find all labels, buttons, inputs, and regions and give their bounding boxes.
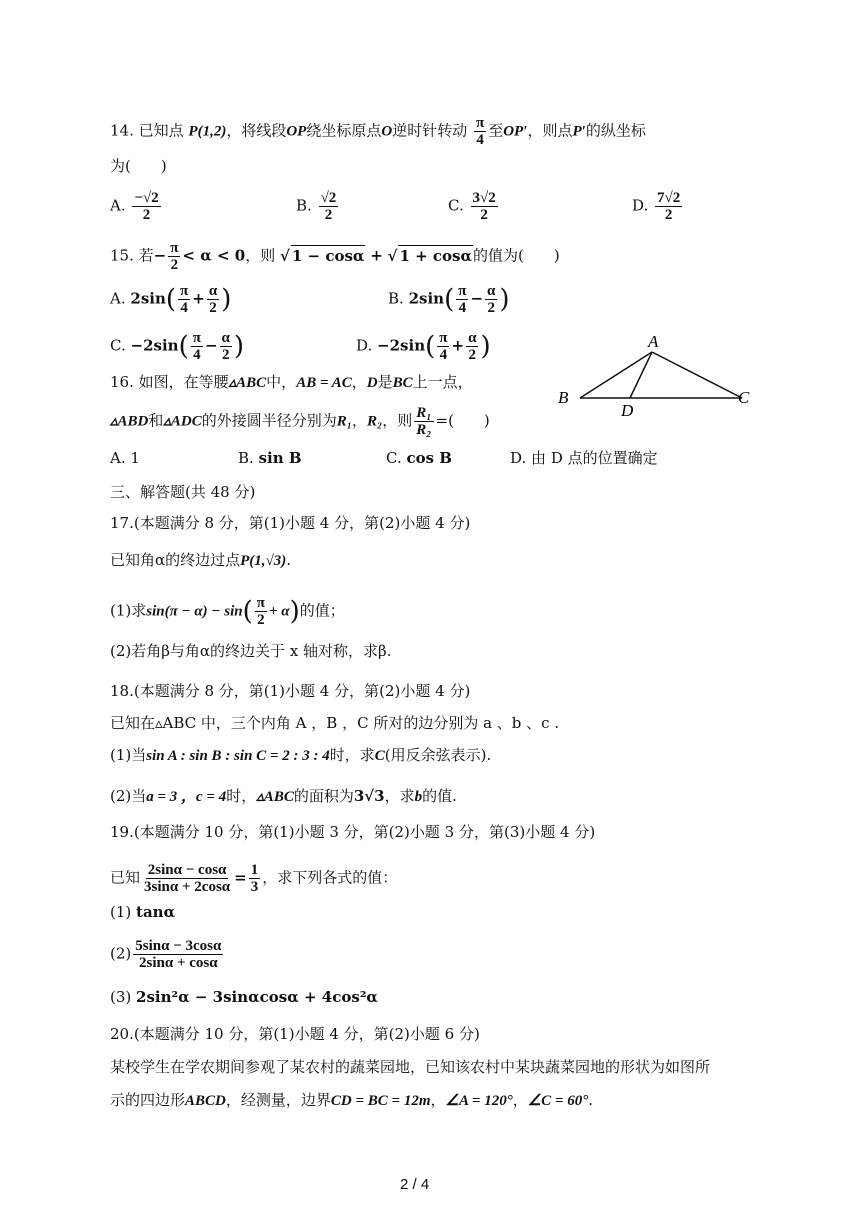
option-fraction — [655, 190, 682, 223]
option-label: C. — [110, 336, 126, 355]
q15-cond-rest: < α < 0 — [182, 246, 246, 265]
q19-part2-fraction — [133, 938, 223, 971]
q14-text: ，则点 — [527, 121, 573, 140]
frac-num: α — [208, 283, 218, 299]
option-coef: 2sin — [130, 289, 166, 308]
q16-d: D — [366, 375, 378, 391]
frac-num: R₁ — [416, 405, 432, 421]
option-label: C. — [448, 196, 464, 215]
option-label: A. — [110, 289, 126, 308]
q14-option-a — [110, 190, 163, 223]
frac-den: 4 — [193, 347, 201, 363]
q18-text: 时，求 — [329, 746, 375, 764]
option-frac-a — [178, 283, 190, 316]
q17-given — [110, 550, 291, 571]
q15-sqrt2: 1 + cosα — [399, 246, 473, 265]
q19-expr: tanα — [136, 903, 176, 921]
figure-side-ac — [652, 352, 742, 398]
option-frac-a — [456, 283, 468, 316]
q17-point: P(1,√3) — [240, 553, 287, 569]
q17-part1: (1)求sin(π − α) − sin( $\frac{\pi}{2}$ + α)的值； — [110, 595, 345, 628]
q14-option-c — [448, 190, 500, 223]
q17-text: 已知角α的终边过点 — [110, 551, 241, 569]
q16-triangle: ▵ABC — [228, 375, 267, 391]
q20-angle-c: ∠C = 60° — [527, 1093, 589, 1109]
q18-text: ，求 — [384, 787, 415, 805]
q14-text: 逆时针转动 — [392, 121, 468, 140]
q14-seg2: OP′ — [503, 123, 528, 140]
q18-text: 的面积为 — [293, 787, 354, 805]
option-text: cos B — [406, 449, 452, 467]
q17-text: (1)求 — [110, 601, 147, 620]
frac-num: 5sinα − 3cosα — [135, 938, 222, 954]
q16-text: ， — [351, 373, 367, 391]
q20-quad: ABCD — [185, 1093, 226, 1109]
option-label: B. — [238, 449, 254, 467]
q14-text: 至 — [488, 121, 504, 140]
q17-part2: (2)若角β与角α的终边关于 x 轴对称，求β. — [110, 642, 392, 660]
q14-p2: P′ — [572, 123, 586, 140]
frac-den: 2 — [664, 207, 673, 223]
frac-den: 4 — [458, 300, 467, 316]
q14-text: ，将线段 — [226, 121, 287, 140]
page-number: 2 / 4 — [400, 1176, 430, 1193]
option-coef: 2sin — [408, 289, 445, 308]
q15-text: ，则 — [245, 246, 276, 265]
option-coef: −2sin — [130, 336, 179, 355]
frac-den: 4 — [476, 132, 484, 148]
q17-text: . — [286, 551, 292, 569]
q18-part2 — [110, 786, 457, 807]
q19-eq: = — [234, 868, 247, 887]
q20-text: ，经测量，边界 — [225, 1091, 331, 1109]
q20-line1: 某校学生在学农期间参观了某农村的蔬菜园地，已知该农村中某块蔬菜园地的形状为如图所 — [110, 1058, 711, 1076]
q19-given — [110, 862, 397, 895]
frac-num: 7√2 — [657, 190, 681, 206]
frac-den: 2 — [468, 347, 476, 363]
option-frac-a — [437, 330, 449, 363]
q14-option-b — [296, 190, 340, 223]
frac-num: π — [192, 330, 201, 346]
q14-seg: OP — [286, 123, 307, 140]
frac-den: 3sinα + 2cosα — [144, 879, 231, 895]
q18-given: 已知在▵ABC 中，三个内角 A ，B ，C 所对的边分别为 a 、b 、c . — [110, 714, 560, 732]
q20-expr: CD = BC = 12m — [330, 1093, 431, 1109]
q18-var: C — [374, 748, 385, 764]
frac-den: 2 — [487, 300, 495, 316]
option-op: + — [192, 289, 205, 308]
q16-r2: R₂ — [367, 413, 383, 430]
q16-r1: R₁ — [336, 413, 353, 430]
option-frac-a — [191, 330, 203, 363]
q20-text: ， — [512, 1091, 528, 1109]
q18-text: 时， — [226, 787, 257, 805]
q14-text: 绕坐标原点 — [306, 121, 382, 140]
q17-text: 的值； — [299, 601, 345, 620]
figure-label-c: C — [738, 388, 750, 407]
option-label: D. — [632, 196, 649, 215]
q18-part1 — [110, 745, 491, 766]
option-text: 1 — [130, 449, 140, 467]
q16-eq: AB = AC — [296, 375, 352, 391]
frac-den: 3 — [250, 879, 259, 895]
frac-num: −√2 — [134, 190, 159, 206]
option-text: sin B — [258, 449, 302, 467]
q17-expr: + α — [268, 603, 290, 620]
frac-num: π — [475, 115, 485, 131]
q15-option-a: A. 2sin( $\frac{\pi}{4}$ + $\frac{\alpha}{2}$ ) — [110, 283, 232, 316]
q16-stem-line2 — [110, 405, 490, 438]
q17-expr: sin(π − α) − sin — [146, 603, 243, 620]
q14-text: 的纵坐标 — [585, 121, 646, 140]
q20-text: 示的四边形 — [110, 1091, 186, 1109]
q16-text: ，则 — [382, 411, 413, 430]
option-frac-b — [485, 283, 497, 316]
frac-den: 4 — [180, 300, 188, 316]
q20-line2 — [110, 1090, 593, 1111]
q18-var: b — [414, 789, 423, 805]
q15-cond-fraction — [168, 240, 180, 273]
q14-stem-line1 — [110, 115, 646, 148]
q18-expr: a = 3 ，c = 4 — [146, 789, 227, 805]
q16-text: 中， — [266, 373, 297, 391]
q16-text: 的外接圆半径分别为 — [201, 411, 337, 430]
q16-option-b — [238, 448, 302, 468]
q14-origin: O — [381, 123, 393, 140]
q19-rhs-fraction — [249, 862, 261, 895]
q16-bc: BC — [392, 375, 413, 391]
frac-den: 4 — [439, 347, 448, 363]
q16-text: 16. 如图，在等腰 — [110, 373, 229, 391]
frac-num: 1 — [250, 862, 259, 878]
q16-stem-line1 — [110, 372, 473, 393]
frac-den: 2 — [324, 207, 333, 223]
option-op: − — [204, 336, 218, 355]
option-text: 由 D 点的位置确定 — [531, 449, 658, 467]
q20-angle-a: ∠A = 120° — [445, 1093, 513, 1109]
q19-given-fraction — [142, 862, 232, 895]
figure-label-b: B — [558, 388, 569, 407]
section-heading: 三、解答题(共 48 分) — [110, 483, 256, 501]
option-frac-b — [207, 283, 219, 316]
q19-text: ，求下列各式的值： — [262, 868, 398, 887]
frac-num: π — [180, 283, 189, 299]
frac-den: R₂ — [416, 422, 432, 438]
option-label: C. — [386, 449, 402, 467]
frac-den: 2 — [257, 612, 265, 628]
q18-text: (用反余弦表示). — [384, 746, 492, 764]
option-fraction — [471, 190, 498, 223]
q16-text: 是 — [377, 373, 393, 391]
frac-num: π — [170, 240, 179, 256]
frac-num: α — [468, 330, 477, 346]
q16-option-d — [510, 448, 658, 468]
q16-text: 上一点， — [412, 373, 473, 391]
q19-part1 — [110, 902, 175, 922]
q15-option-c: C. −2sin( $\frac{\pi}{4}$ − $\frac{\alpha}{2}$ ) — [110, 330, 245, 363]
option-label: D. — [510, 449, 527, 467]
q19-label: (3) — [110, 988, 132, 1006]
q15-stem: 15. 若− $\frac{\pi}{2}$ < α < 0，则 √ 1 − cosα + √ 1 + cosα的值为( ) — [110, 240, 560, 273]
q15-cond-sign: − — [153, 246, 167, 265]
q14-stem-line2: 为( ) — [110, 157, 167, 175]
frac-num: 2sinα − cosα — [147, 862, 227, 878]
q16-ratio — [414, 405, 433, 438]
q19-label: (1) — [110, 903, 132, 921]
q17-fraction — [255, 595, 267, 628]
q19-text: 已知 — [110, 868, 141, 887]
q14-text: 14. 已知点 — [110, 121, 184, 140]
frac-num: α — [487, 283, 496, 299]
q20-text: . — [588, 1091, 593, 1109]
option-fraction — [319, 190, 339, 223]
option-label: A. — [110, 449, 126, 467]
q18-area: 3√3 — [353, 787, 385, 805]
q16-text: ， — [352, 411, 368, 430]
q15-text: 的值为( ) — [473, 246, 560, 265]
q18-triangle: ▵ABC — [256, 789, 294, 805]
figure-label-d: D — [621, 401, 634, 420]
q19-part2 — [110, 938, 225, 971]
q16-option-a — [110, 448, 140, 468]
option-op: − — [470, 289, 484, 308]
q16-tri-abd: ▵ABD — [110, 413, 149, 430]
frac-num: √2 — [320, 190, 337, 206]
q16-tri-adc: ▵ADC — [163, 413, 202, 430]
frac-num: π — [439, 330, 448, 346]
option-label: A. — [110, 196, 126, 215]
q16-text: 和 — [148, 411, 164, 430]
q16-text: =( ) — [435, 411, 490, 430]
frac-den: 2 — [170, 257, 179, 273]
q18-text: 的值. — [422, 787, 457, 805]
frac-num: π — [458, 283, 467, 299]
q14-option-d — [632, 190, 684, 223]
q20-text: ， — [430, 1091, 446, 1109]
q18-header: 18.(本题满分 8 分，第(1)小题 4 分，第(2)小题 4 分) — [110, 682, 471, 700]
option-fraction — [132, 190, 160, 223]
q16-option-c — [386, 448, 452, 468]
q19-expr: 2sin²α − 3sinαcosα + 4cos²α — [136, 988, 378, 1006]
q15-option-b: B. 2sin( $\frac{\pi}{4}$ − $\frac{\alpha}{2}$ ) — [388, 283, 510, 316]
q17-header: 17.(本题满分 8 分，第(1)小题 4 分，第(2)小题 4 分) — [110, 514, 471, 532]
q16-triangle-figure — [550, 330, 760, 422]
q15-text: 15. 若 — [110, 246, 154, 265]
option-label: D. — [356, 336, 373, 355]
q18-expr: sin A : sin B : sin C = 2 : 3 : 4 — [146, 748, 330, 764]
frac-num: 3√2 — [472, 190, 496, 206]
frac-den: 2sinα + cosα — [139, 955, 218, 971]
option-frac-b — [466, 330, 478, 363]
frac-den: 2 — [221, 347, 230, 363]
figure-label-a: A — [648, 332, 659, 351]
q19-header: 19.(本题满分 10 分，第(1)小题 3 分，第(2)小题 3 分，第(3)小题 4 分) — [110, 823, 596, 841]
frac-den: 2 — [142, 207, 151, 223]
option-op: + — [451, 336, 465, 355]
frac-num: α — [221, 330, 230, 346]
q14-point: P(1,2) — [188, 123, 227, 140]
frac-num: π — [256, 595, 265, 611]
q15-option-d: D. −2sin( $\frac{\pi}{4}$ + $\frac{\alpha}{2}$ ) — [356, 330, 491, 363]
q14-angle-fraction — [474, 115, 486, 148]
q18-text: (2)当 — [110, 787, 147, 805]
q19-part3 — [110, 987, 378, 1007]
option-label: B. — [388, 289, 404, 308]
frac-den: 2 — [209, 300, 217, 316]
q19-label: (2) — [110, 944, 132, 963]
q20-header: 20.(本题满分 10 分，第(1)小题 4 分，第(2)小题 6 分) — [110, 1025, 480, 1043]
q15-plus: + — [370, 246, 383, 265]
option-coef: −2sin — [377, 336, 426, 355]
option-frac-b — [220, 330, 232, 363]
q18-text: (1)当 — [110, 746, 147, 764]
q15-sqrt1: 1 − cosα — [291, 246, 365, 265]
option-label: B. — [296, 196, 312, 215]
frac-den: 2 — [480, 207, 488, 223]
